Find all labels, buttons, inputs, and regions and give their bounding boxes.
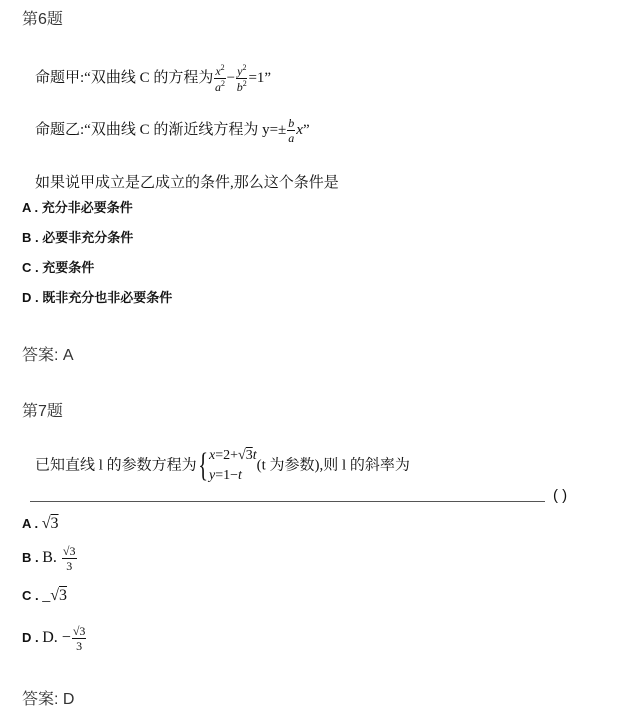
- fraction-y2-b2: $\frac{y^2}{b^2}$: [236, 63, 247, 94]
- proposition-b-text: 命题乙:“双曲线 C 的渐近线方程为 y=±: [35, 121, 287, 138]
- q6-option-c[interactable]: C . 充要条件: [22, 260, 95, 275]
- option-text: 充分非必要条件: [41, 200, 133, 215]
- question-6-heading: 第6题: [22, 11, 63, 28]
- statement-underline: [30, 501, 545, 502]
- option-math: √3: [41, 515, 59, 532]
- option-letter: C: [22, 588, 32, 603]
- question-6-prompt: 如果说甲成立是乙成立的条件,那么这个条件是: [35, 175, 339, 191]
- option-letter: A: [22, 516, 31, 531]
- option-math: D. − $\frac{√3}{3}$: [42, 624, 86, 653]
- fraction-x2-a2: $\frac{x^2}{a^2}$: [215, 63, 225, 94]
- option-letter: B: [22, 550, 32, 566]
- option-math: _√3: [42, 587, 68, 604]
- question-6-answer: 答案: A: [22, 347, 74, 364]
- q7-option-d[interactable]: D . D. − $\frac{√3}{3}$: [22, 624, 86, 653]
- question-7-heading: 第7题: [22, 403, 63, 420]
- q6-option-d[interactable]: D . 既非充分也非必要条件: [22, 290, 173, 305]
- answer-blank-parens: ( ): [553, 487, 568, 504]
- q6-option-a[interactable]: A . 充分非必要条件: [22, 200, 133, 215]
- brace-symbol: {: [197, 447, 208, 484]
- option-letter: D: [22, 290, 32, 305]
- proposition-a-text: 命题甲:“双曲线 C 的方程为: [35, 69, 214, 86]
- parametric-system: x=2+√3t y=1−t: [209, 448, 257, 483]
- statement-suffix: (t 为参数),则 l 的斜率为: [256, 457, 410, 474]
- q6-option-b[interactable]: B . 必要非充分条件: [22, 230, 134, 245]
- option-math: B. $\frac{√3}{3}$: [42, 544, 76, 573]
- question-7-answer: 答案: D: [22, 691, 75, 708]
- q7-option-c[interactable]: C . _√3: [22, 587, 68, 604]
- option-text: 必要非充分条件: [42, 230, 134, 245]
- option-text: 既非充分也非必要条件: [42, 290, 173, 305]
- question-7-statement: [35, 446, 410, 486]
- statement-prefix: 已知直线 l 的参数方程为: [35, 457, 197, 474]
- fraction-b-a: $\frac{b}{a}$: [288, 116, 295, 145]
- option-letter: C: [22, 260, 32, 275]
- proposition-b: 命题乙:“双曲线 C 的渐近线方程为 y=± $\frac{b}{a}$ x”: [35, 116, 310, 145]
- option-letter: B: [22, 230, 32, 245]
- option-letter: D: [22, 630, 32, 646]
- option-text: 充要条件: [42, 260, 95, 275]
- q7-option-a[interactable]: A . √3: [22, 515, 59, 532]
- q7-option-b[interactable]: B . B. $\frac{√3}{3}$: [22, 544, 76, 573]
- proposition-a: 命题甲:“双曲线 C 的方程为 $\frac{x^2}{a^2}$ − $\frac{y^2}{b^2}$ =1”: [35, 63, 272, 94]
- option-letter: A: [22, 200, 31, 215]
